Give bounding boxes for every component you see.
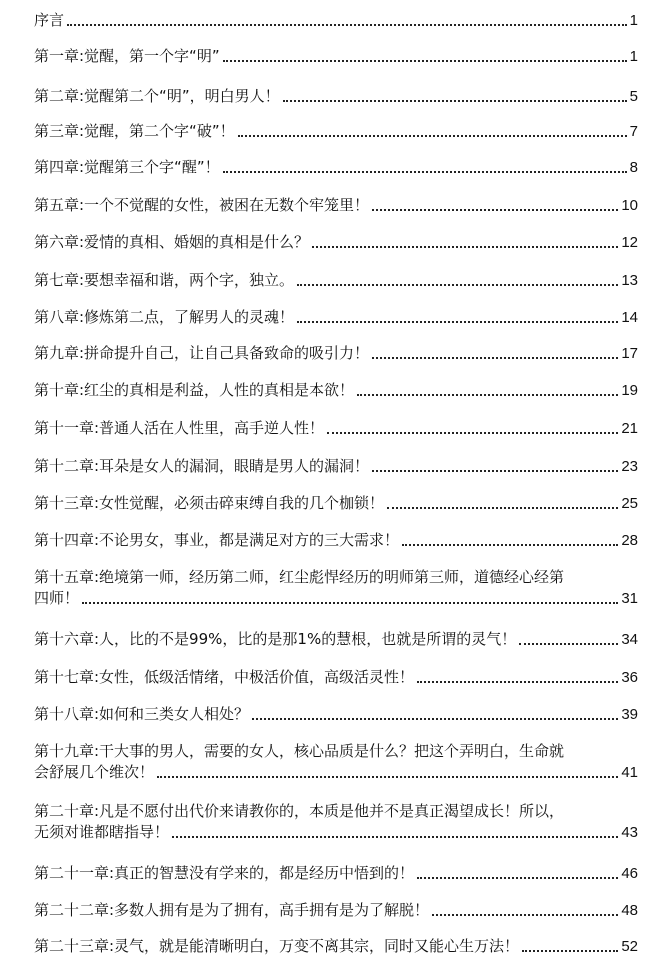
dot-leader xyxy=(357,393,618,396)
toc-entry-chapter-10[interactable] xyxy=(34,380,638,401)
toc-entry-chapter-23[interactable] xyxy=(34,936,638,957)
toc-entry-title: 第九章:拼命提升自己，让自己具备致命的吸引力！ xyxy=(34,344,370,362)
toc-entry-title: 第二十章:凡是不愿付出代价来请教你的，本质是他并不是真正渴望成长！所以， xyxy=(34,802,565,820)
toc-entry-chapter-2[interactable] xyxy=(34,86,638,107)
toc-entry-title: 第二十三章:灵气，就是能清晰明白，万变不离其宗，同时又能心生万法！ xyxy=(34,937,520,955)
dot-leader xyxy=(312,245,618,248)
toc-entry-chapter-12[interactable] xyxy=(34,456,638,477)
toc-entry-title: 第二十一章:真正的智慧没有学来的，都是经历中悟到的！ xyxy=(34,864,415,882)
toc-entry-chapter-19[interactable] xyxy=(34,741,638,783)
dot-leader xyxy=(372,469,618,472)
toc-entry-chapter-16[interactable] xyxy=(34,629,638,650)
toc-entry-title: 第五章:一个不觉醒的女性，被困在无数个牢笼里！ xyxy=(34,196,370,214)
toc-entry-chapter-9[interactable] xyxy=(34,343,638,364)
dot-leader xyxy=(402,543,618,546)
dot-leader xyxy=(283,99,627,102)
dot-leader xyxy=(252,717,618,720)
toc-page-number: 5 xyxy=(629,88,638,105)
toc-entry-title: 第十五章:绝境第一师，经历第二师，红尘彪悍经历的明师第三师，道德经心经第 xyxy=(34,568,565,586)
toc-entry-chapter-6[interactable] xyxy=(34,232,638,253)
toc-page-number: 7 xyxy=(629,123,638,140)
toc-entry-chapter-13[interactable] xyxy=(34,493,638,514)
toc-page-number: 41 xyxy=(621,764,638,781)
toc-entry-title-continued: 会舒展几个维次！ xyxy=(34,763,155,781)
toc-entry-chapter-22[interactable] xyxy=(34,900,638,921)
dot-leader xyxy=(372,356,618,359)
dot-leader xyxy=(297,283,618,286)
toc-entry-title: 第十八章:如何和三类女人相处？ xyxy=(34,705,250,723)
toc-page-number: 36 xyxy=(621,669,638,686)
toc-entry-chapter-20[interactable] xyxy=(34,801,638,843)
dot-leader xyxy=(297,320,618,323)
toc-page-number: 48 xyxy=(621,902,638,919)
dot-leader xyxy=(519,642,618,645)
dot-leader xyxy=(67,23,627,26)
toc-entry-title: 第十一章:普通人活在人性里，高手逆人性！ xyxy=(34,419,325,437)
toc-entry-title: 第十章:红尘的真相是利益，人性的真相是本欲！ xyxy=(34,381,355,399)
toc-page-number: 31 xyxy=(621,590,638,607)
toc-page-number: 1 xyxy=(629,12,638,29)
toc-entry-title: 第十三章:女性觉醒，必须击碎束缚自我的几个枷锁！ xyxy=(34,494,385,512)
toc-page-number: 12 xyxy=(621,234,638,251)
toc-page-number: 28 xyxy=(621,532,638,549)
toc-entry-title: 第十二章:耳朵是女人的漏洞，眼睛是男人的漏洞！ xyxy=(34,457,370,475)
toc-entry-chapter-8[interactable] xyxy=(34,307,638,328)
toc-entry-title: 第四章:觉醒第三个字“醒”！ xyxy=(34,158,220,176)
toc-page-number: 10 xyxy=(621,197,638,214)
toc-page-number: 46 xyxy=(621,865,638,882)
dot-leader xyxy=(417,876,618,879)
toc-page-number: 23 xyxy=(621,458,638,475)
toc-entry-chapter-5[interactable] xyxy=(34,195,638,216)
toc-entry-chapter-21[interactable] xyxy=(34,863,638,884)
dot-leader xyxy=(327,431,618,434)
toc-page-number: 43 xyxy=(621,824,638,841)
toc-page-number: 39 xyxy=(621,706,638,723)
toc-page-number: 25 xyxy=(621,495,638,512)
toc-entry-title: 第十七章:女性，低级活情绪，中极活价值，高级活灵性！ xyxy=(34,668,415,686)
toc-entry-title: 第六章:爱情的真相、婚姻的真相是什么？ xyxy=(34,233,310,251)
dot-leader xyxy=(223,59,627,62)
dot-leader xyxy=(238,134,627,137)
dot-leader xyxy=(522,949,618,952)
dot-leader xyxy=(82,601,618,604)
toc-entry-preface[interactable] xyxy=(34,10,638,31)
toc-entry-title: 第二十二章:多数人拥有是为了拥有，高手拥有是为了解脱！ xyxy=(34,901,430,919)
toc-entry-chapter-3[interactable] xyxy=(34,121,638,142)
toc-entry-chapter-7[interactable] xyxy=(34,270,638,291)
toc-entry-chapter-18[interactable] xyxy=(34,704,638,725)
toc-page-number: 14 xyxy=(621,309,638,326)
dot-leader xyxy=(223,170,627,173)
toc-entry-title: 第三章:觉醒，第二个字“破”！ xyxy=(34,122,235,140)
toc-page-number: 17 xyxy=(621,345,638,362)
toc-entry-title: 第二章:觉醒第二个“明”，明白男人！ xyxy=(34,87,280,105)
toc-entry-title: 第七章:要想幸福和谐，两个字，独立。 xyxy=(34,271,295,289)
toc-page-number: 1 xyxy=(629,48,638,65)
dot-leader xyxy=(172,835,618,838)
toc-entry-title-continued: 无须对谁都瞎指导！ xyxy=(34,823,170,841)
toc-entry-title: 第一章:觉醒，第一个字“明” xyxy=(34,47,220,65)
toc-entry-title: 序言 xyxy=(34,11,65,29)
toc-entry-chapter-1[interactable] xyxy=(34,46,638,67)
toc-entry-title: 第十四章:不论男女，事业，都是满足对方的三大需求！ xyxy=(34,531,400,549)
dot-leader xyxy=(157,775,618,778)
toc-entry-title: 第十六章:人，比的不是99%，比的是那1%的慧根，也就是所谓的灵气！ xyxy=(34,630,517,648)
toc-entry-chapter-15[interactable] xyxy=(34,567,638,609)
dot-leader xyxy=(432,913,618,916)
toc-entry-chapter-11[interactable] xyxy=(34,418,638,439)
toc-entry-title: 第八章:修炼第二点，了解男人的灵魂！ xyxy=(34,308,295,326)
toc-entry-title-continued: 四师！ xyxy=(34,589,80,607)
toc-page-number: 19 xyxy=(621,382,638,399)
toc-page-number: 21 xyxy=(621,420,638,437)
toc-page-number: 8 xyxy=(629,159,638,176)
dot-leader xyxy=(417,680,618,683)
toc-page-number: 52 xyxy=(621,938,638,955)
toc-entry-chapter-4[interactable] xyxy=(34,157,638,178)
toc-entry-chapter-14[interactable] xyxy=(34,530,638,551)
toc-entry-chapter-17[interactable] xyxy=(34,667,638,688)
toc-page-number: 13 xyxy=(621,272,638,289)
toc-entry-title: 第十九章:干大事的男人，需要的女人，核心品质是什么？把这个弄明白，生命就 xyxy=(34,742,565,760)
dot-leader xyxy=(372,208,618,211)
dot-leader xyxy=(387,506,618,509)
toc-page-number: 34 xyxy=(621,631,638,648)
